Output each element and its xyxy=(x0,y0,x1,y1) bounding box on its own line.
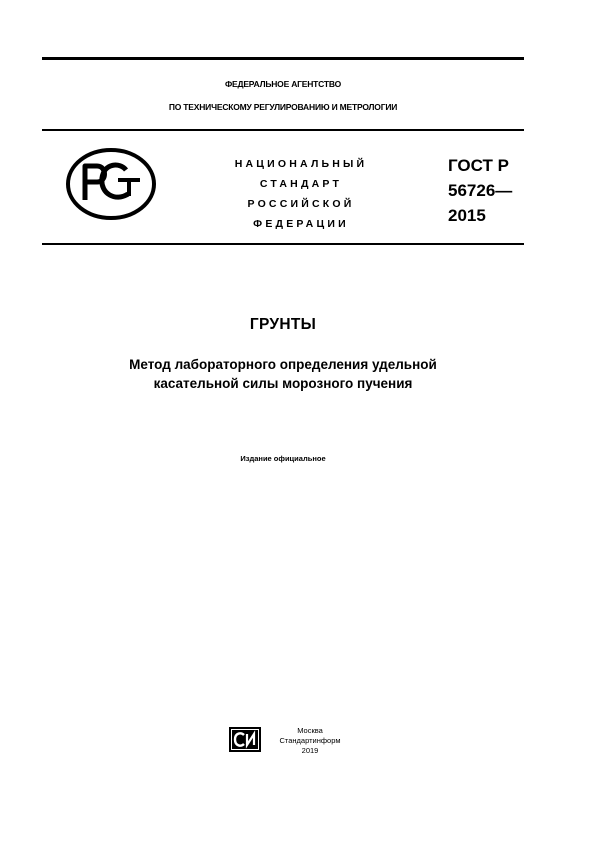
agency-name-line-1: ФЕДЕРАЛЬНОЕ АГЕНТСТВО xyxy=(224,79,342,89)
national-standard-label xyxy=(206,154,396,234)
publisher-city: Москва xyxy=(297,726,323,735)
document-subtitle xyxy=(60,355,506,393)
standartinform-logo xyxy=(229,727,261,752)
standard-designation xyxy=(448,153,512,228)
designation-year: 2015 xyxy=(448,206,486,225)
publisher-name: Стандартинформ xyxy=(279,736,341,745)
designation-prefix: ГОСТ Р xyxy=(448,156,509,175)
designation-number: 56726— xyxy=(448,181,513,200)
header-divider xyxy=(42,129,524,131)
subtitle-line-2: касательной силы морозного пучения xyxy=(153,376,413,391)
standard-line-2: СТАНДАРТ xyxy=(259,178,343,190)
top-rule xyxy=(42,57,524,60)
subtitle-line-1: Метод лабораторного определения удельной xyxy=(129,357,437,372)
publisher-block xyxy=(279,726,341,756)
standard-line-4: ФЕДЕРАЦИИ xyxy=(253,218,349,230)
header-bottom-rule xyxy=(42,243,524,245)
rst-certification-logo xyxy=(66,148,156,220)
standard-line-3: РОССИЙСКОЙ xyxy=(247,198,355,210)
document-title: ГРУНТЫ xyxy=(249,316,317,333)
standard-line-1: НАЦИОНАЛЬНЫЙ xyxy=(234,158,368,170)
edition-note: Издание официальное xyxy=(240,454,326,463)
publisher-year: 2019 xyxy=(301,746,319,755)
agency-name-line-2: ПО ТЕХНИЧЕСКОМУ РЕГУЛИРОВАНИЮ И МЕТРОЛОГИИ xyxy=(168,102,398,112)
